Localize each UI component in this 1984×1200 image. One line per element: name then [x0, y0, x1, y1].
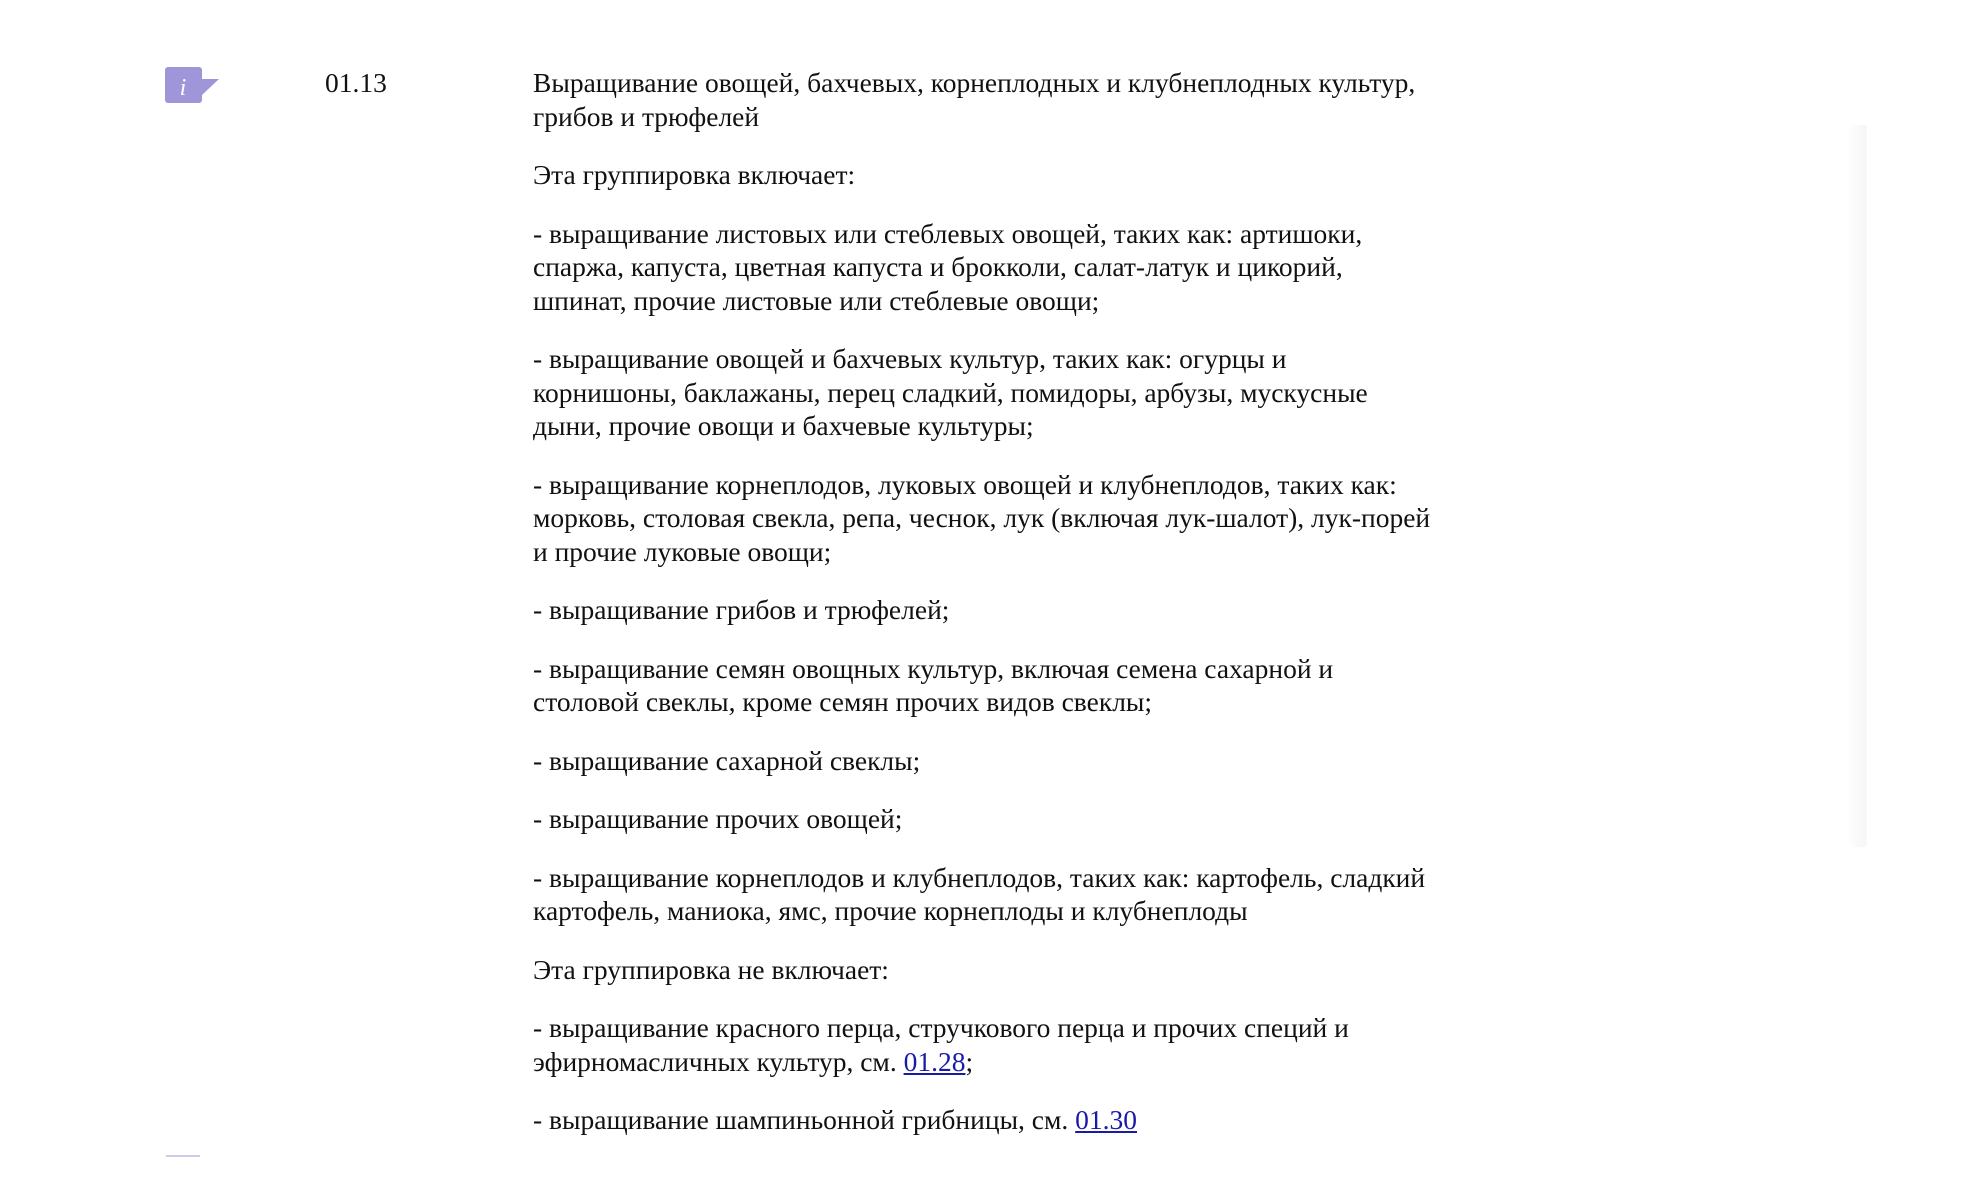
excludes-item-text: - выращивание красного перца, стручкового перца и прочих специй и эфирномасличных культур, см.: [533, 1012, 1349, 1077]
svg-text:i: i: [179, 75, 187, 101]
includes-item: - выращивание корнеплодов, луковых овощей и клубнеплодов, таких как: морковь, столовая свекла, репа, чеснок, лук (включая лук-шалот), лук-порей и прочие луковые овощи;: [533, 468, 1431, 567]
includes-item: - выращивание корнеплодов и клубнеплодов, таких как: картофель, сладкий картофель, маниока, ямс, прочие корнеплоды и клубнеплоды: [533, 861, 1426, 926]
excludes-heading: Эта группировка не включает:: [533, 953, 889, 985]
includes-item: - выращивание листовых или стеблевых овощей, таких как: артишоки, спаржа, капуста, цветная капуста и брокколи, салат-латук и цикорий, шпинат, прочие листовые или стеблевые овощи;: [533, 217, 1363, 316]
includes-heading: Эта группировка включает:: [533, 159, 856, 190]
excludes-item: [533, 1103, 1433, 1137]
entry-title: Выращивание овощей, бахчевых, корнеплодных и клубнеплодных культур, грибов и трюфелей: [533, 67, 1416, 132]
excludes-item-suffix: ;: [965, 1045, 974, 1077]
link-01-30[interactable]: 01.30: [1075, 1104, 1138, 1135]
scroll-panel-shadow: [1846, 125, 1867, 847]
next-entry-marker: [166, 1155, 200, 1157]
includes-item: - выращивание сахарной свеклы;: [533, 744, 921, 776]
includes-item: - выращивание грибов и трюфелей;: [533, 594, 950, 625]
includes-item: - выращивание прочих овощей;: [533, 803, 903, 834]
excludes-item-text: - выращивание шампиньонной грибницы, см.: [533, 1104, 1076, 1135]
excludes-item: [533, 1011, 1433, 1078]
classification-code: 01.13: [325, 67, 387, 98]
includes-item: - выращивание овощей и бахчевых культур, таких как: огурцы и корнишоны, баклажаны, перец сладкий, помидоры, арбузы, мускусные дыни, прочие овощи и бахчевые культуры;: [533, 343, 1368, 441]
link-01-28[interactable]: 01.28: [903, 1045, 966, 1077]
info-note-icon[interactable]: [165, 67, 221, 105]
entry-content: [533, 66, 1433, 1162]
includes-item: - выращивание семян овощных культур, включая семена сахарной и столовой свеклы, кроме семян прочих видов свеклы;: [533, 652, 1334, 717]
